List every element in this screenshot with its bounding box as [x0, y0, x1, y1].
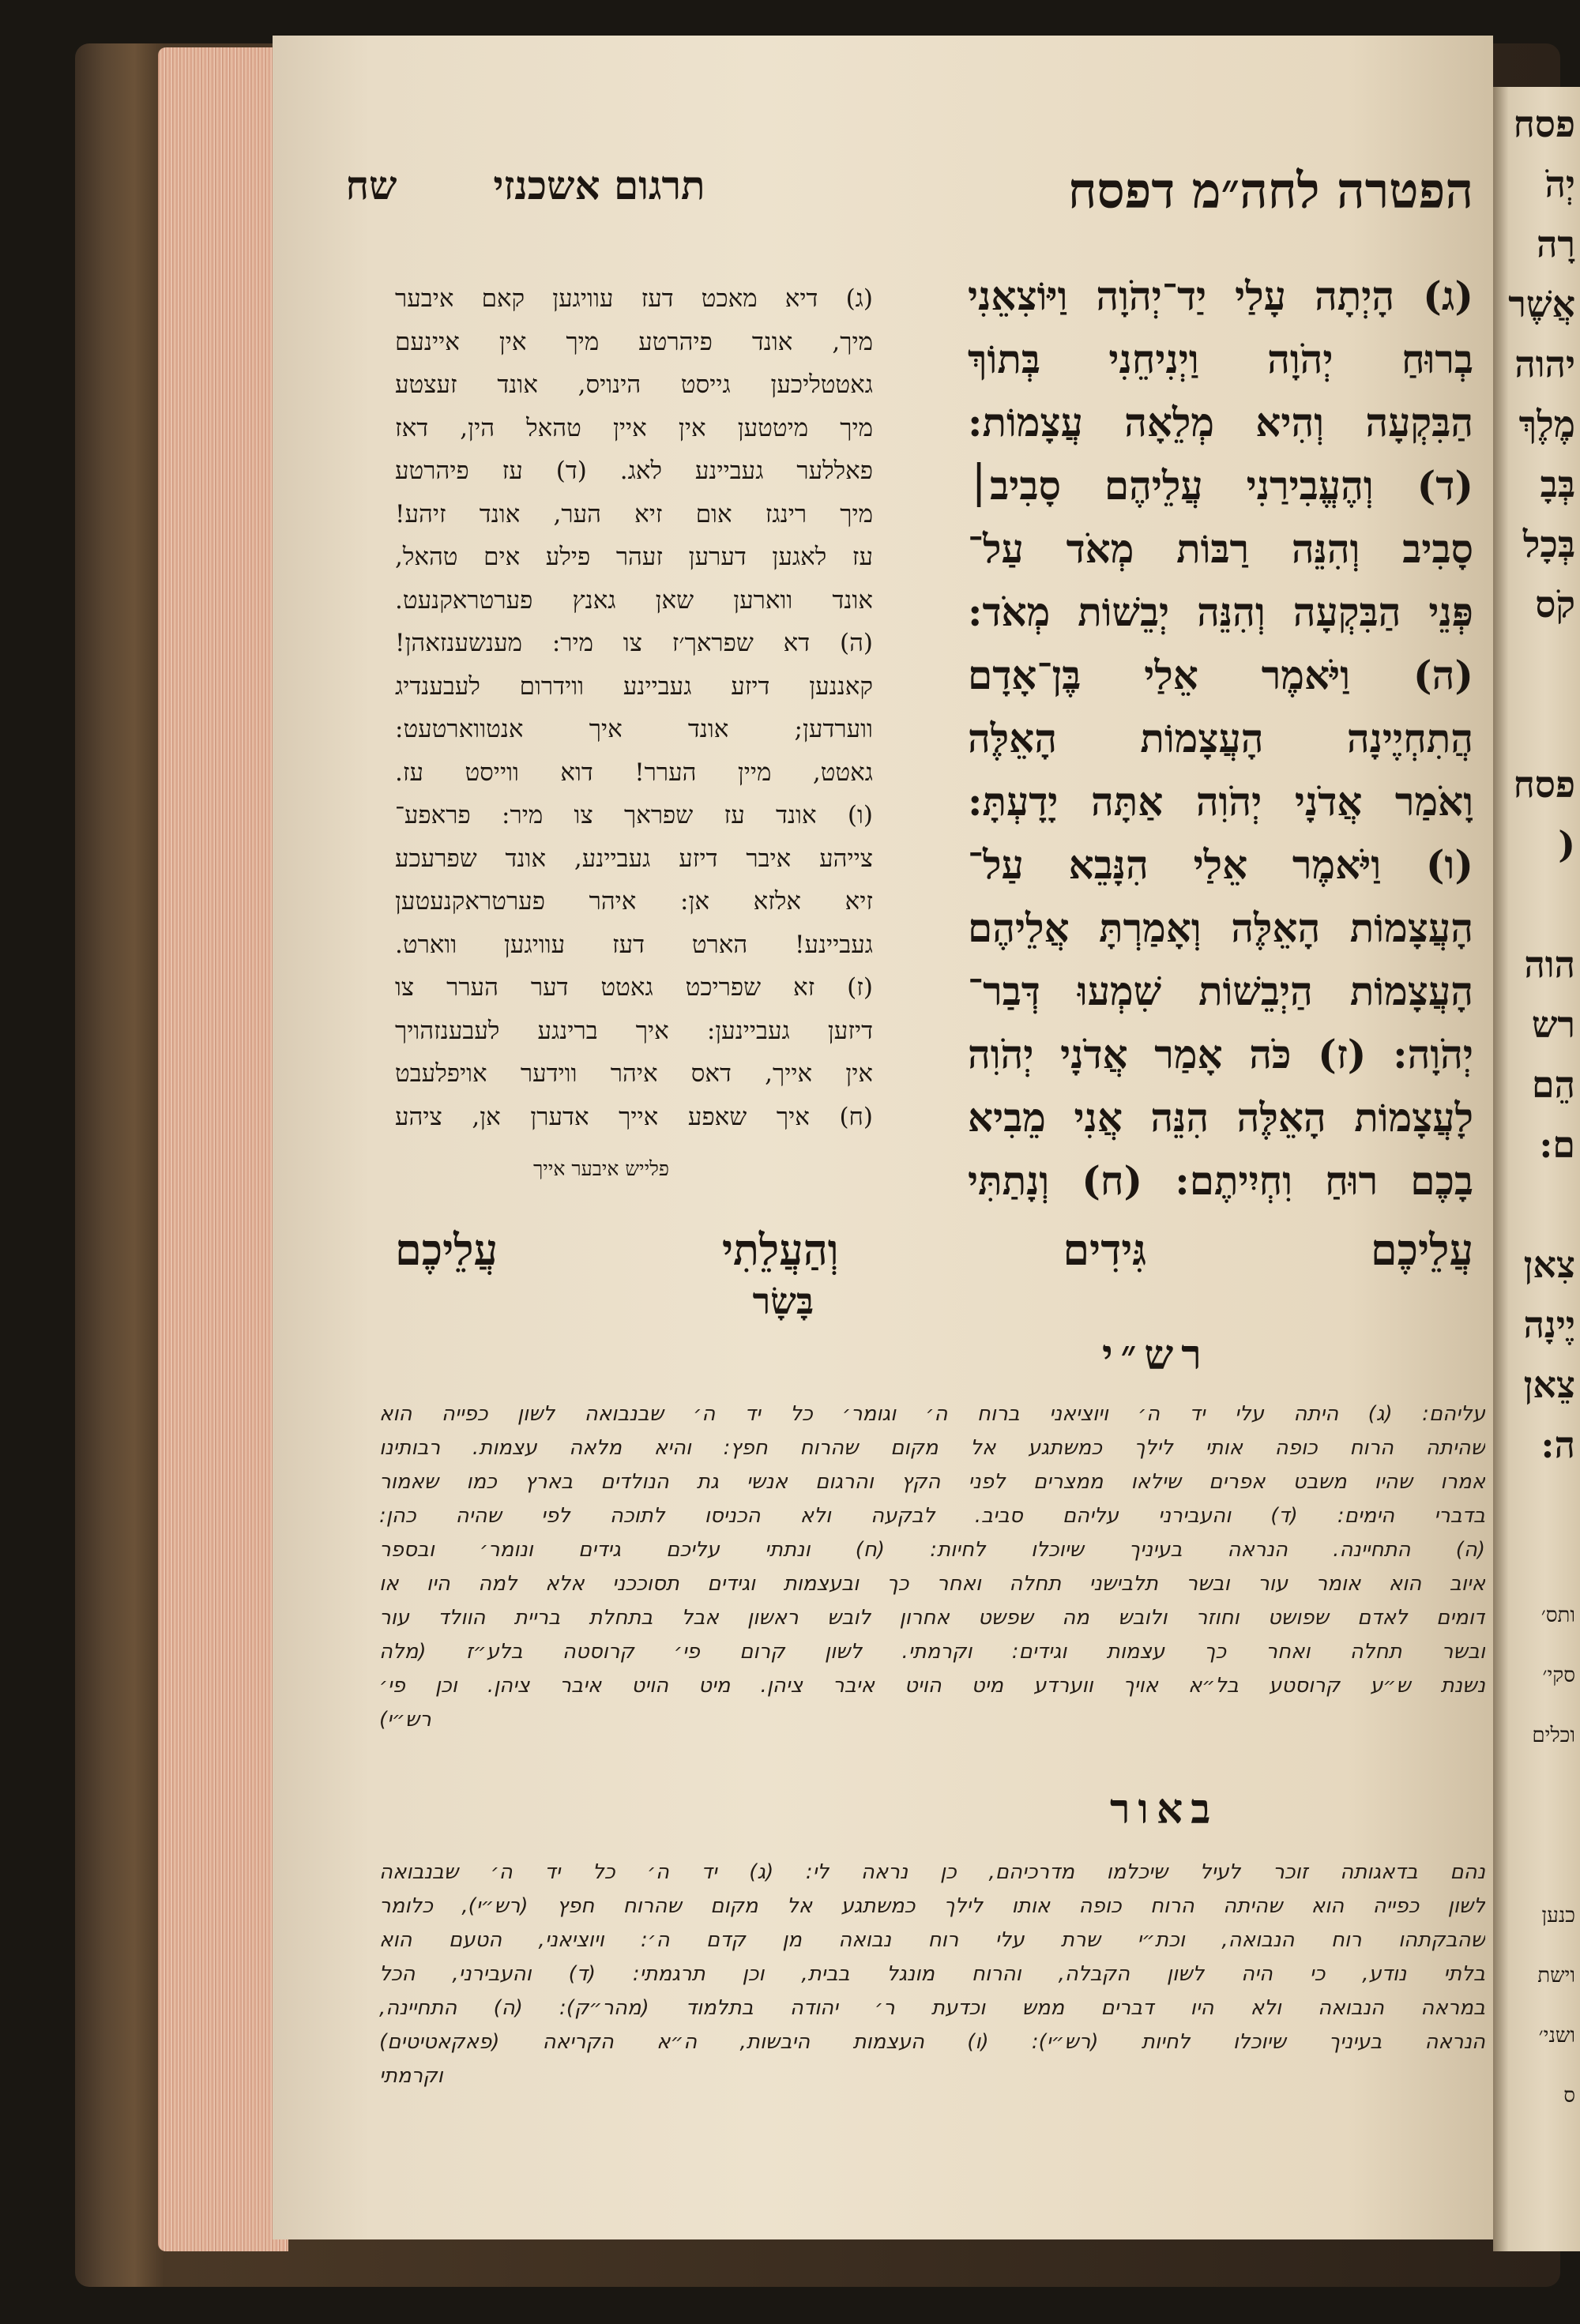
- hebrew-verse-line: בָכֶם רוּחַ וִחְיִיתֶם: (ח) וְנָתַתִּי: [968, 1157, 1473, 1204]
- yiddish-verse-line: (ו) אונד עז שפראך צו מיר: פראפע־: [395, 801, 873, 829]
- biur-line: במראה הנבואה ולא היו דברים ממש וכדעת ר׳ יהודה בתלמוד (מהר״ק): (ה) התחיינה,: [379, 1996, 1485, 2020]
- yiddish-verse-line: עז לאגען דערען זעהר פילע אים טהאל,: [395, 543, 873, 571]
- yiddish-verse-line: ווערדען; אונד איך אנטווארטעט:: [395, 715, 873, 743]
- rashi-line: אמרו שהיו משבט אפרים שילאו ממצרים לפני הקץ והרגום אנשי גת הנולדים בארץ כמו שאמור: [379, 1470, 1485, 1494]
- rashi-line: ובשר תחלה ואחר כך עצמות וגידים: וקרמתי. לשון קרום פי׳ קרוסטה בלע״ז (מלה: [379, 1640, 1485, 1664]
- facing-page-line: פסח: [1513, 103, 1575, 145]
- hebrew-verse-line: (ד) וְהֶעֱבִירַנִי עֲלֵיהֶם סָבִיב׀: [968, 462, 1473, 509]
- rashi-line: איוב הוא אומר עור ובשר תלבישני תחלה ואחר כך ובעצמות וגידים תסוככני אלא למה היו או: [379, 1572, 1485, 1596]
- facing-page-line: הֵם: [1531, 1063, 1575, 1106]
- hebrew-verse-line: (ג) הָיְתָה עָלַי יַד־יְהֹוָה וַיּוֹצִאֵנִי: [968, 273, 1473, 319]
- facing-page-line: ס: [1563, 2084, 1575, 2108]
- facing-page-line: רָה: [1536, 223, 1575, 265]
- facing-page-line: קֹס: [1535, 583, 1575, 626]
- yiddish-verse-line: צייהע איבר דיזע געביינע, אונד שפרעכע: [395, 844, 873, 873]
- facing-page-line: וכלים: [1532, 1724, 1575, 1747]
- rashi-line: נשנת ש״ע קרוסטע בל״א אויך ווערדע מיט הויט איבר ציהן. מיט הויט איבר ציהן. וכן פי׳: [379, 1674, 1485, 1698]
- facing-page-line: יהוה: [1514, 343, 1575, 385]
- hebrew-verse-line: הָעֲצָמוֹת הַיְבֵשׁוֹת שִׁמְעוּ דְּבַר־: [968, 968, 1473, 1014]
- facing-page-line: אֲשֶׁר: [1508, 283, 1575, 325]
- rashi-line: דומים לאדם שפושט וחוזר ולובש מה שפשט אחרון לובש ראשון אבל בתחלת בריית הוולד עור: [379, 1606, 1485, 1630]
- translation-header: [273, 162, 778, 209]
- facing-page-line: צֵאן: [1523, 1363, 1575, 1406]
- facing-page-line: כנען: [1541, 1904, 1575, 1927]
- facing-page-line: ה:: [1540, 1423, 1575, 1466]
- yiddish-verse-line: געביינע! הארט דעז עוויגען ווארט.: [395, 930, 873, 959]
- facing-page: [1493, 87, 1580, 2251]
- rashi-line: שהיתה הרוח כופה אותי לילך כמשתגע אל מקום שהרוח חפץ: והיא מלאה עצמות. רבותינו: [379, 1436, 1485, 1460]
- hebrew-verse-line: יְהֹוָה: (ז) כֹּה אָמַר אֲדֹנָי יְהֹוִה: [968, 1031, 1473, 1077]
- facing-page-line: פסח: [1513, 763, 1575, 806]
- hebrew-verse-line: וָאֹמַר אֲדֹנָי יְהֹוִה אַתָּה יָדָעְתָּ:: [968, 778, 1473, 825]
- hebrew-verse-line: סָבִיב וְהִנֵּה רַבּוֹת מְאֹד עַל־: [968, 525, 1473, 572]
- translation-title: תרגום אשכנזי: [493, 162, 705, 209]
- facing-page-line: בְּבָ: [1540, 463, 1575, 506]
- hebrew-verse-line: הֲתִחְיֶינָה הָעֲצָמוֹת הָאֵלֶּה: [968, 715, 1473, 762]
- facing-page-line: בְּכָל: [1522, 523, 1575, 566]
- facing-page-line: (: [1558, 823, 1575, 866]
- hebrew-continuation-line: עֲלֵיכֶם גִּידִים וְהַעֲלֵתִי עֲלֵיכֶם: [395, 1224, 1473, 1275]
- biur-line: וקרמתי: [379, 2064, 443, 2088]
- biur-line: הנראה בעיניך שיוכלו לחיות (רש״י): (ו) העצמות היבשות, ה״א הקריאה (פאקאטיטים): [379, 2030, 1485, 2054]
- facing-page-line: מֶלֶךְ: [1518, 403, 1575, 446]
- yiddish-verse-line: מיך מיטטען אין איין טהאל הין, דאז: [395, 413, 873, 442]
- facing-page-line: וישת: [1537, 1964, 1575, 1987]
- rashi-line: (ה) התחיינה. הנראה בעיניך שיוכלו לחיות: (ח) ונתתי עליכם גידים ונומר׳ ובספר: [379, 1538, 1485, 1562]
- facing-page-line: צִאן: [1523, 1243, 1575, 1286]
- yiddish-verse-line: מיך רינגז אום זיא הער, אונד זיהע!: [395, 499, 873, 528]
- yiddish-verse-line: קאננען דיזע געביינע ווידרום לעבענדיג: [395, 671, 873, 701]
- biur-line: שהבקתהו רוח הנבואה, וכת״י שרת עלי רוח נבואה מן קדם ה׳: ויוציאני, הטעם הוא: [379, 1928, 1485, 1952]
- yiddish-gloss: פלייש איבער אייך: [533, 1157, 669, 1180]
- rashi-line: בדברי הימים: (ד) והעבירני עליהם סביב. לבקעה ולא הכניסו לתוכה לפי שהיה כהן:: [379, 1504, 1485, 1528]
- biur-title: באור: [1110, 1785, 1219, 1833]
- haftarah-title: הפטרה לחה״מ דפסח: [1067, 162, 1473, 220]
- facing-page-line: יְהֹ: [1544, 163, 1575, 205]
- hebrew-verse-line: פְּנֵי הַבִּקְעָה וְהִנֵּה יְבֵשׁוֹת מְאֹד:: [968, 589, 1473, 635]
- rashi-line: רש״י): [379, 1708, 431, 1732]
- facing-page-line: רש: [1531, 1003, 1575, 1046]
- facing-page-line: ותס׳: [1540, 1604, 1575, 1627]
- yiddish-verse-line: (ז) זא שפריכט גאטט דער הערר צו: [395, 973, 873, 1002]
- yiddish-verse-line: (ח) איך שאפע אייך אדערן אן, ציהע: [395, 1102, 873, 1131]
- hebrew-verse-line: הַבִּקְעָה וְהִיא מְלֵאָה עֲצָמוֹת:: [968, 399, 1473, 446]
- yiddish-verse-line: מיך, אונד פיהרטע מיך אין איינעם: [395, 327, 873, 356]
- yiddish-verse-line: פאללער געביינע לאג. (ד) עז פיהרטע: [395, 457, 873, 485]
- hebrew-verse-line: בְרוּחַ יְהֹוָה וַיְנִיחֵנִי בְּתוֹךְ: [968, 336, 1473, 382]
- left-page: [273, 36, 1493, 2239]
- biur-line: נהם בדאגותה זוכר לעיל שיכלמו מדרכיהם, כן נראה לי: (ג) יד ה׳ כל יד ה׳ שבנבואה: [379, 1860, 1485, 1884]
- page-number: שח: [345, 162, 397, 209]
- rashi-title: רש״י: [1102, 1331, 1209, 1379]
- hebrew-verse-line: הָעֲצָמוֹת הָאֵלֶּה וְאָמַרְתָּ אֲלֵיהֶם: [968, 904, 1473, 951]
- facing-page-line: סקי׳: [1542, 1664, 1575, 1687]
- facing-page-line: יֶינָה: [1523, 1303, 1575, 1346]
- biur-line: לשון כפייה הוא שהיתה הרוח כופה אותו לילך כמשתגע אל מקום שהרוח חפץ (רש״י), כלומר: [379, 1894, 1485, 1918]
- yiddish-verse-line: גאטטליכען גייסט הינויס, אונד זעצטע: [395, 370, 873, 399]
- rashi-line: עליהם: (ג) היתה עלי יד ה׳ ויוציאני ברוח ה׳ וגומר׳ כל יד ה׳ שבנבואה לשון כפייה הוא: [379, 1402, 1485, 1426]
- page-edges: [158, 47, 288, 2251]
- yiddish-verse-line: (ה) דא שפראך׳ז צו מיר: מענשענזאהן!: [395, 629, 873, 657]
- yiddish-verse-line: אונד ווארען שאן גאנץ פערטראקנעט.: [395, 585, 873, 615]
- hebrew-verse-line: (ה) וַיֹּאמֶר אֵלַי בֶּן־אָדָם: [968, 652, 1473, 698]
- hebrew-continuation-word: בָּשָׂר: [752, 1280, 814, 1322]
- facing-page-line: ושני׳: [1538, 2024, 1575, 2048]
- hebrew-verse-line: לָעֲצָמוֹת הָאֵלֶּה הִנֵּה אֲנִי מֵבִיא: [968, 1094, 1473, 1141]
- facing-page-line: ם:: [1539, 1123, 1575, 1166]
- yiddish-verse-line: זיא אלזא אן: איהר פערטראקנעטען: [395, 887, 873, 916]
- yiddish-verse-line: דיזען געביינען: איך ברינגע לעבענזהויך: [395, 1016, 873, 1045]
- yiddish-verse-line: אין אייך, דאס איהר ווידער אויפלעבט: [395, 1059, 873, 1088]
- yiddish-verse-line: (ג) דיא מאכט דעז עוויגען קאם איבער: [395, 284, 873, 313]
- facing-page-line: הוה: [1524, 943, 1575, 986]
- hebrew-verse-line: (ו) וַיֹּאמֶר אֵלַי הִנָּבֵא עַל־: [968, 841, 1473, 888]
- biur-line: בלתי נודע, כי היה לשון הקבלה, והרוח מונגל בבית, וכן תרגמתי: (ד) והעבירני, הכל: [379, 1962, 1485, 1986]
- yiddish-verse-line: גאטט, מיין הערר! דוא ווייסט עז.: [395, 758, 873, 787]
